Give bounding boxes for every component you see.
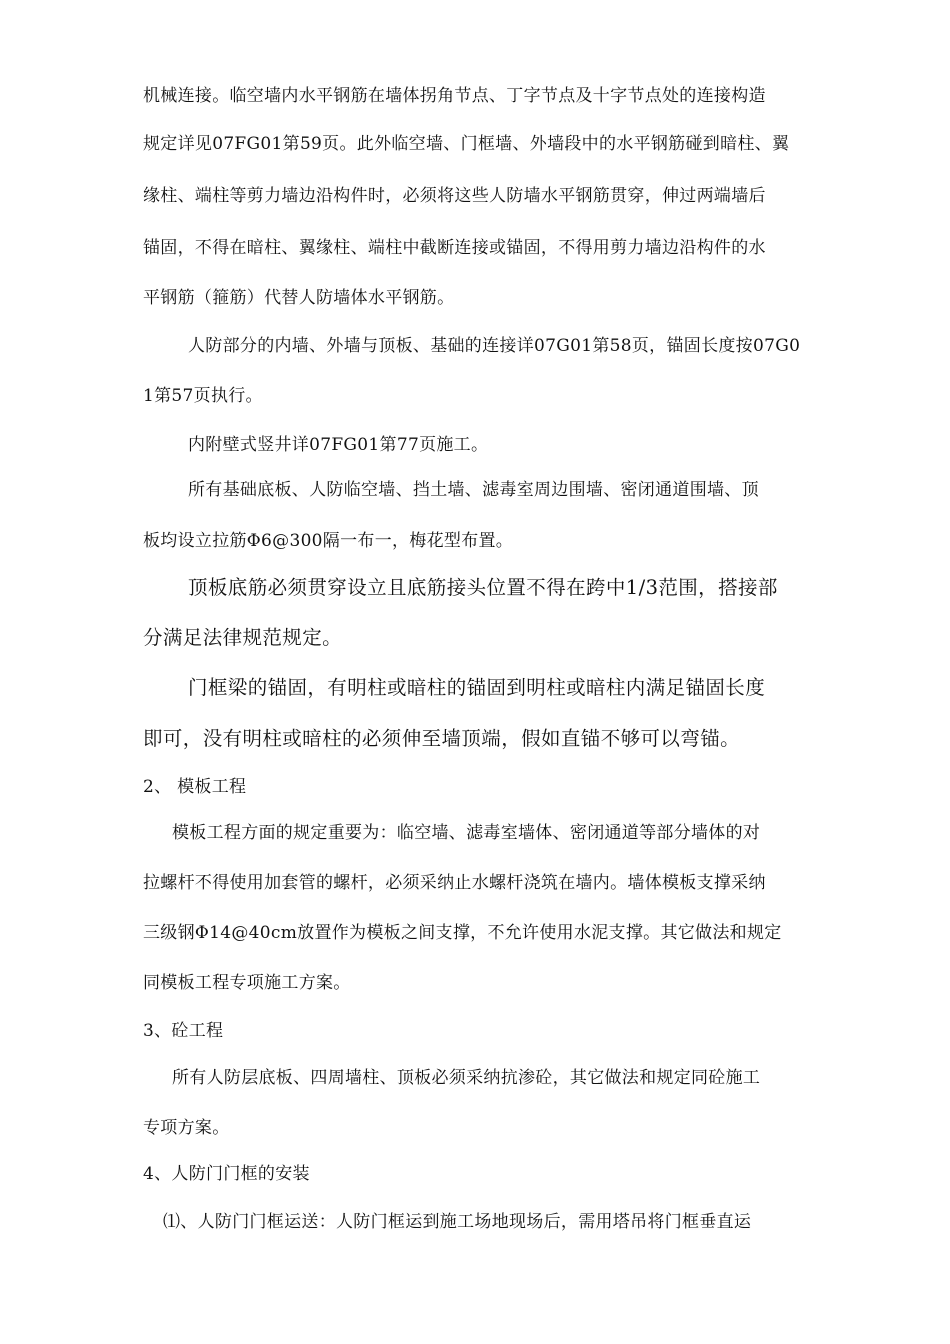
- paragraph-line: 机械连接。临空墙内水平钢筋在墙体拐角节点、丁字节点及十字节点处的连接构造: [143, 86, 766, 106]
- paragraph-line: 内附壁式竖井详07FG01第77页施工。: [188, 435, 489, 455]
- paragraph-line: 规定详见07FG01第59页。此外临空墙、门框墙、外墙段中的水平钢筋碰到暗柱、翼: [143, 134, 790, 154]
- paragraph-line: 专项方案。: [143, 1118, 230, 1138]
- paragraph-line: 人防部分的内墙、外墙与顶板、基础的连接详07G01第58页，锚固长度按07G0: [188, 336, 801, 356]
- section-heading: 3、砼工程: [143, 1021, 224, 1041]
- paragraph-line: 锚固，不得在暗柱、翼缘柱、端柱中截断连接或锚固，不得用剪力墙边沿构件的水: [143, 238, 766, 258]
- paragraph-line: 门框梁的锚固，有明柱或暗柱的锚固到明柱或暗柱内满足锚固长度: [188, 676, 766, 699]
- paragraph-line: 板均设立拉筋Φ6@300隔一布一，梅花型布置。: [143, 531, 514, 551]
- paragraph-line: 拉螺杆不得使用加套管的螺杆，必须采纳止水螺杆浇筑在墙内。墙体模板支撑采纳: [143, 873, 766, 893]
- paragraph-line: 平钢筋（箍筋）代替人防墙体水平钢筋。: [143, 288, 455, 308]
- paragraph-line: 模板工程方面的规定重要为：临空墙、滤毒室墙体、密闭通道等部分墙体的对: [172, 823, 761, 843]
- paragraph-line: 即可，没有明柱或暗柱的必须伸至墙顶端，假如直锚不够可以弯锚。: [143, 727, 741, 750]
- paragraph-line: 分满足法律规范规定。: [143, 626, 343, 649]
- paragraph-line: 1第57页执行。: [143, 386, 263, 406]
- paragraph-line: 缘柱、端柱等剪力墙边沿构件时，必须将这些人防墙水平钢筋贯穿，伸过两端墙后: [143, 186, 766, 206]
- paragraph-line: 同模板工程专项施工方案。: [143, 973, 351, 993]
- section-heading: 4、人防门门框的安装: [143, 1164, 310, 1184]
- paragraph-line: 顶板底筋必须贯穿设立且底筋接头位置不得在跨中1/3范围，搭接部: [188, 576, 778, 599]
- paragraph-line: 所有人防层底板、四周墙柱、顶板必须采纳抗渗砼，其它做法和规定同砼施工: [172, 1068, 761, 1088]
- paragraph-line: 三级钢Φ14@40cm放置作为模板之间支撑，不允许使用水泥支撑。其它做法和规定: [143, 923, 782, 943]
- paragraph-line: 所有基础底板、人防临空墙、挡土墙、滤毒室周边围墙、密闭通道围墙、顶: [188, 480, 759, 500]
- paragraph-line: ⑴、人防门门框运送：人防门框运到施工场地现场后，需用塔吊将门框垂直运: [163, 1212, 752, 1232]
- section-heading: 2、 模板工程: [143, 777, 247, 797]
